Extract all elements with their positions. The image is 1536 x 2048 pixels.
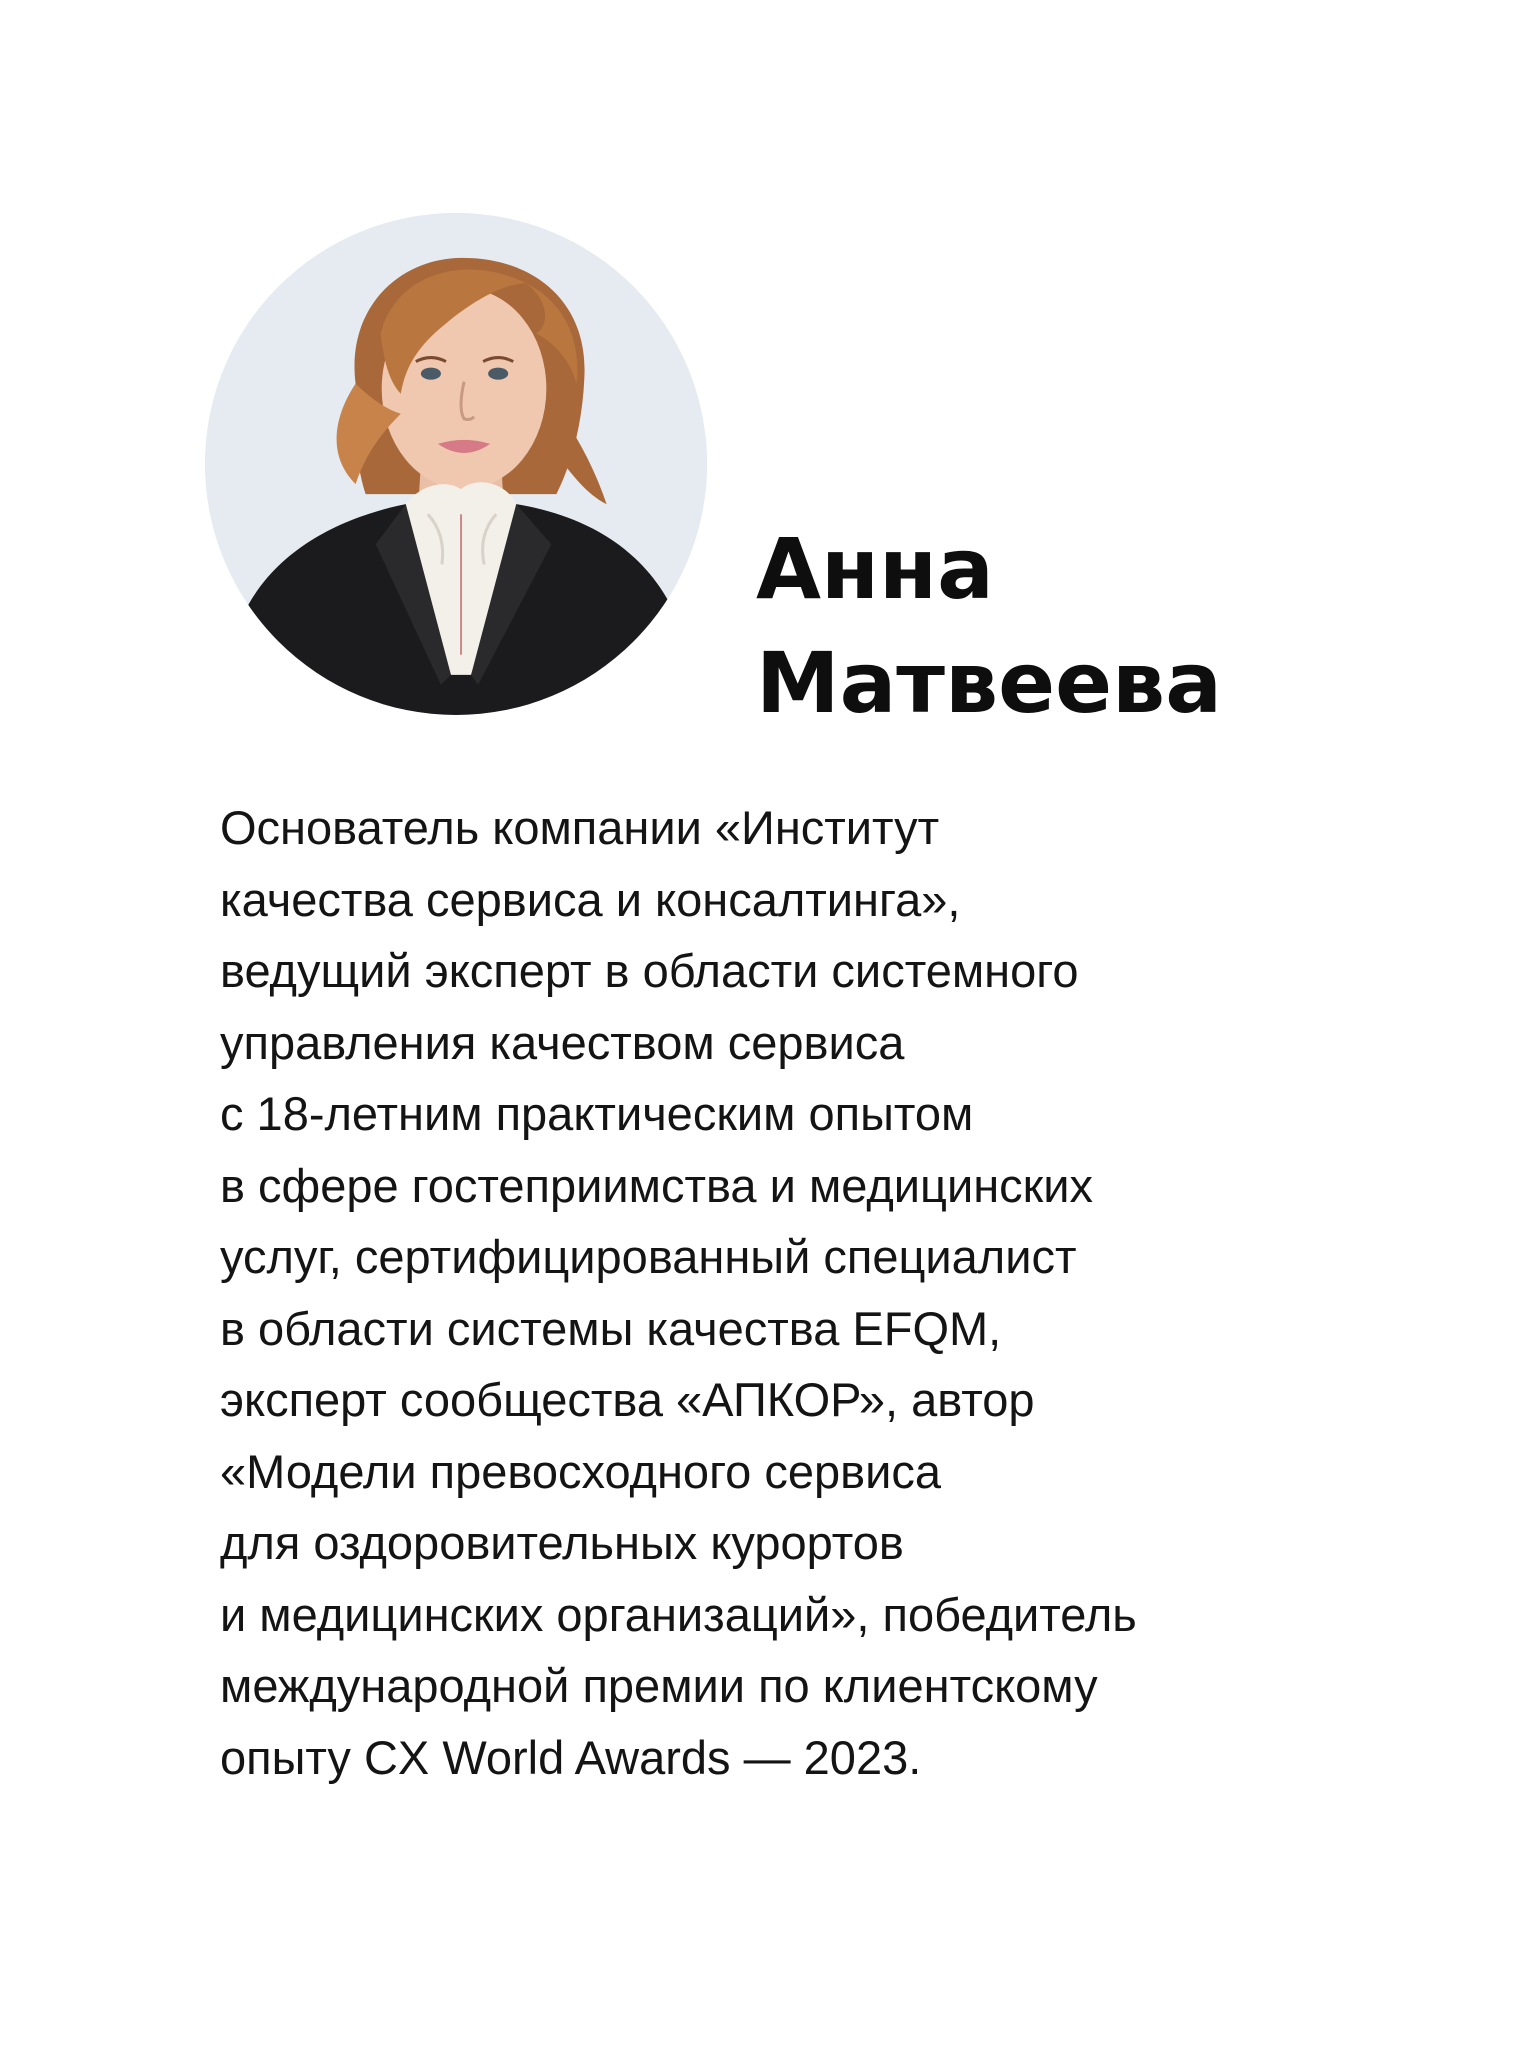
bio-line: эксперт сообщества «АПКОР», автор	[220, 1373, 1035, 1426]
bio-line: управления качеством сервиса	[220, 1015, 905, 1069]
bio-line: «Модели превосходного сервиса	[220, 1444, 942, 1498]
bio-line: с 18-летним практическим опытом	[220, 1087, 974, 1140]
bio-line: качества сервиса и консалтинга»,	[220, 872, 961, 926]
bio-line: услуг, сертифицированный специалист	[220, 1230, 1077, 1283]
bio-line: международной премии по клиентскому	[220, 1659, 1098, 1712]
bio-line: ведущий эксперт в области системного	[220, 944, 1079, 997]
bio-line: опыту CX World Awards — 2023.	[220, 1730, 922, 1784]
speaker-photo	[205, 213, 707, 715]
speaker-bio	[220, 792, 1420, 1793]
bio-line: Основатель компании «Институт	[220, 801, 940, 854]
bio-line: и медицинских организаций», победитель	[220, 1587, 1137, 1641]
bio-line: в сфере гостеприимства и медицинских	[220, 1158, 1093, 1212]
speaker-name	[756, 512, 1476, 740]
speaker-first-name: Анна	[756, 520, 994, 618]
bio-line: для оздоровительных курортов	[220, 1516, 904, 1569]
bio-line: в области системы качества EFQM,	[220, 1301, 1002, 1355]
portrait-illustration	[205, 213, 707, 715]
speaker-last-name: Матвеева	[756, 634, 1222, 732]
